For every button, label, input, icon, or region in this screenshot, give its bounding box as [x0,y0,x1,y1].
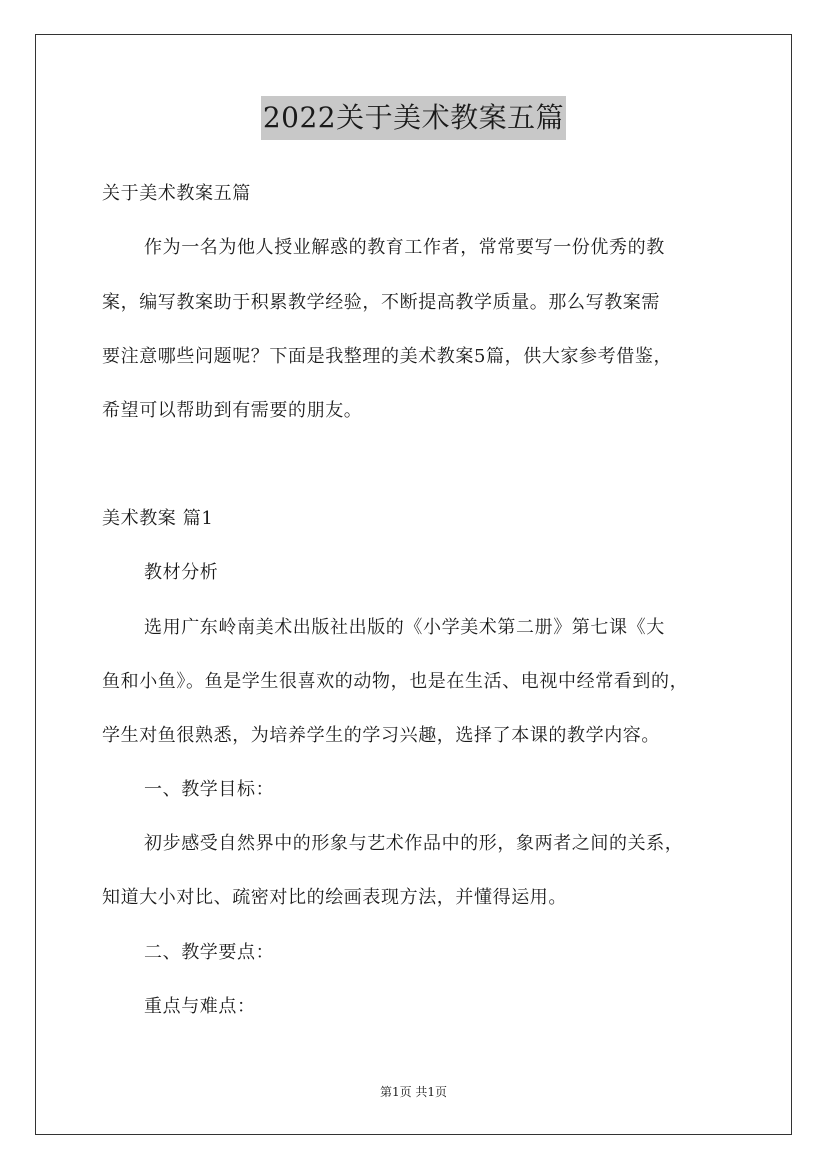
key-subheading: 重点与难点： [144,996,256,1017]
goal-heading: 一、教学目标： [144,779,275,800]
heading: 关于美术教案五篇 [102,183,251,204]
material-line-3: 学生对鱼很熟悉，为培养学生的学习兴趣，选择了本课的教学内容。 [102,725,660,746]
section-title: 美术教案 篇1 [102,508,214,529]
intro-line-4: 希望可以帮助到有需要的朋友。 [102,400,363,421]
intro-line-2: 案，编写教案助于积累教学经验，不断提高教学质量。那么写教案需 [102,292,660,313]
material-heading: 教材分析 [144,562,219,583]
key-heading: 二、教学要点： [144,942,275,963]
document-title: 2022关于美术教案五篇 [261,96,566,140]
intro-line-3: 要注意哪些问题呢？下面是我整理的美术教案5篇，供大家参考借鉴， [102,346,673,367]
goal-line-1: 初步感受自然界中的形象与艺术作品中的形，象两者之间的关系， [144,833,684,854]
material-line-1: 选用广东岭南美术出版社出版的《小学美术第二册》第七课《大 [144,617,665,638]
page-footer: 第1页 共1页 [379,1085,448,1099]
goal-line-2: 知道大小对比、疏密对比的绘画表现方法，并懂得运用。 [102,887,567,908]
title-container [0,96,827,140]
material-line-2: 鱼和小鱼》。鱼是学生很喜欢的动物，也是在生活、电视中经常看到的， [102,671,689,692]
intro-line-1: 作为一名为他人授业解惑的教育工作者，常常要写一份优秀的教 [144,237,665,258]
